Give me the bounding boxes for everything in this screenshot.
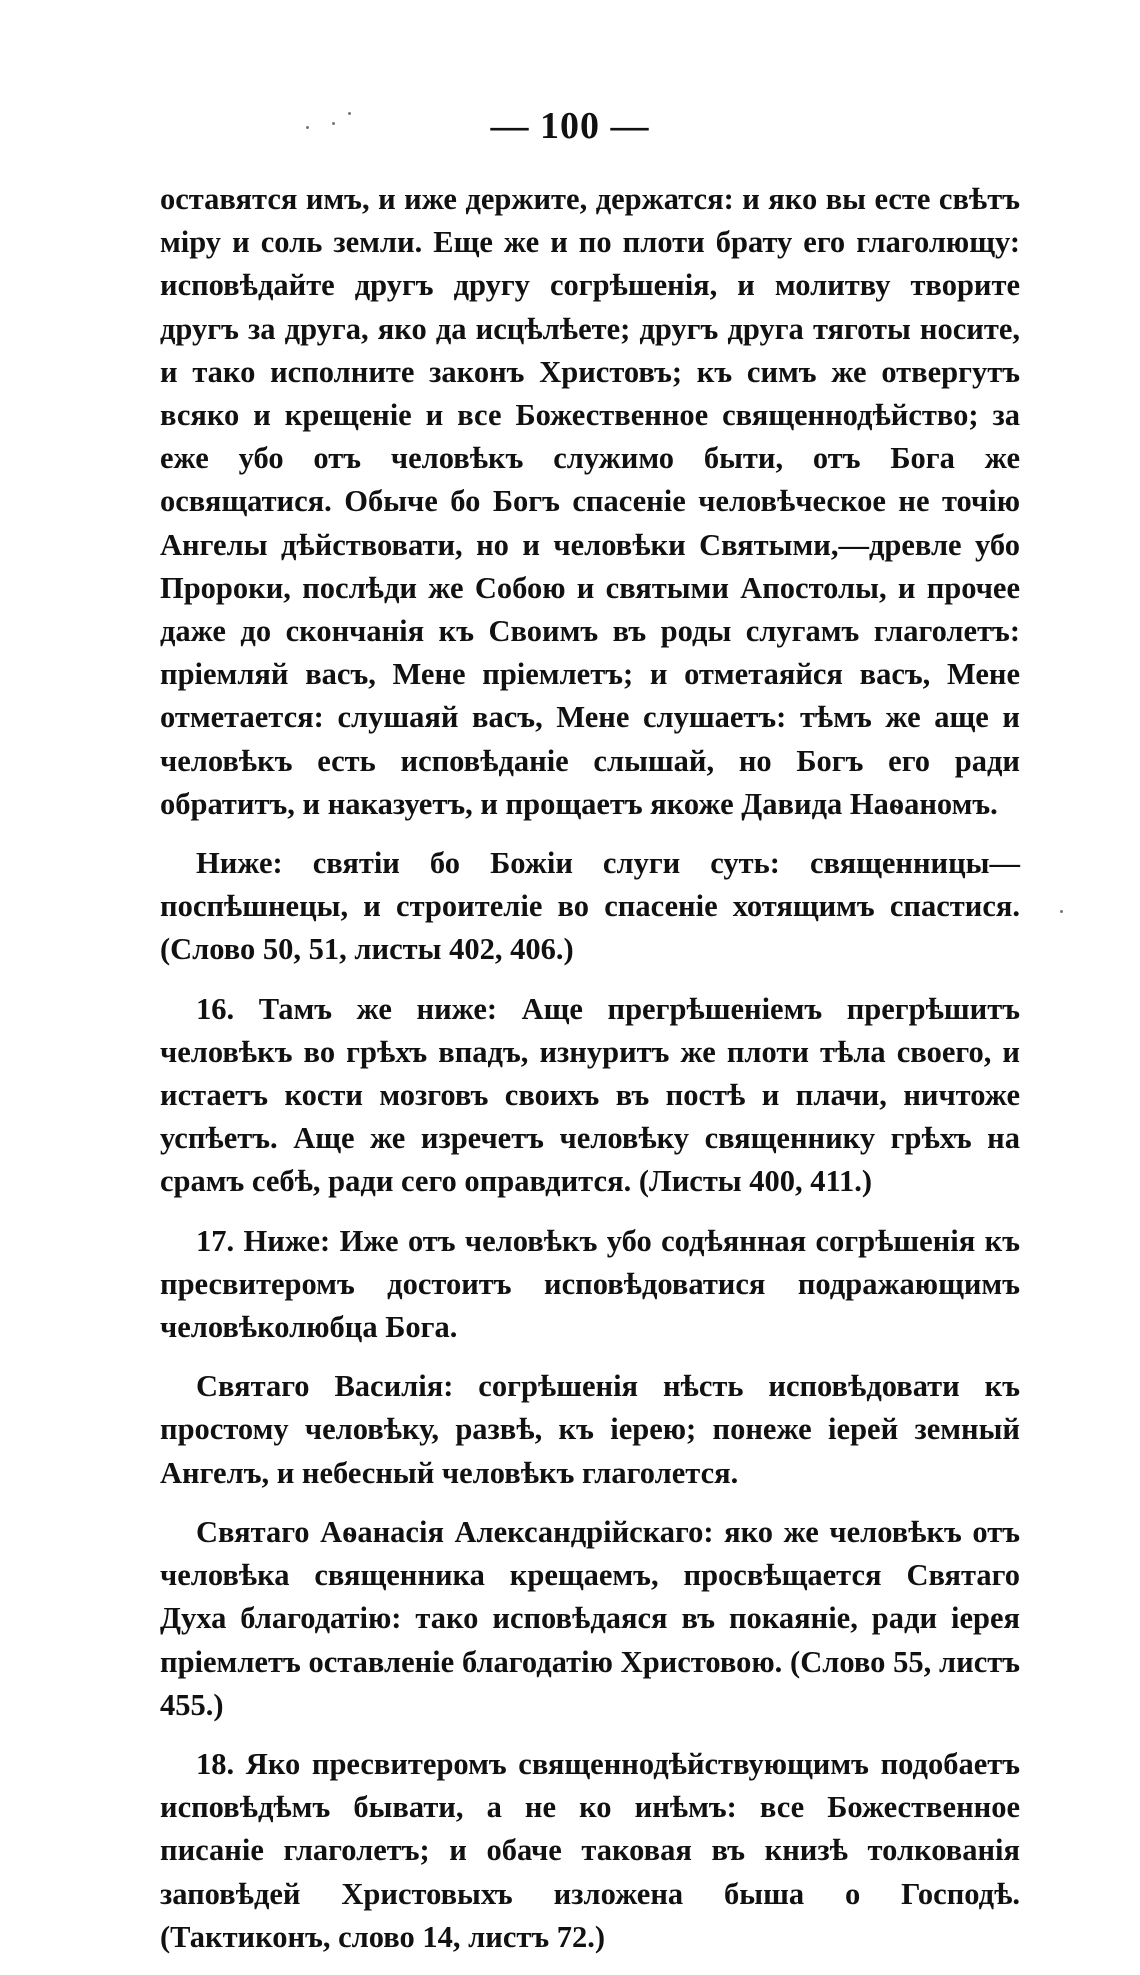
paragraph: Святаго Аѳанасія Александрійскаго: яко же человѣкъ отъ человѣка священника крещаемъ, просвѣщается Святаго Духа благодатію: тако исповѣдаяся въ покаяніе, ради іерея пріемлетъ оставленіе благодатію Христовою. (Слово 55, листъ 455.) bbox=[160, 1514, 1020, 1722]
body-text bbox=[160, 178, 1020, 1975]
paragraph: Святаго Василія: согрѣшенія нѣсть исповѣдовати къ простому человѣку, развѣ, къ іерею; понеже іерей земный Ангелъ, и небесный человѣкъ глаголется. bbox=[160, 1369, 1020, 1490]
paragraph: 17. Ниже: Иже отъ человѣкъ убо содѣянная согрѣшенія къ пресвитеромъ достоитъ исповѣдоватися подражающимъ человѣколюбца Бога. bbox=[160, 1223, 1020, 1345]
paragraph: 16. Тамъ же ниже: Аще прегрѣшеніемъ прегрѣшитъ человѣкъ во грѣхъ впадъ, изнуритъ же плоти тѣла своего, и истаетъ кости мозговъ своихъ въ постѣ и плачи, ничтоже успѣетъ. Аще же изречетъ человѣку священнику грѣхъ на срамъ себѣ, ради сего оправдится. (Листы 400, 411.) bbox=[160, 991, 1020, 1199]
paragraph: оставятся имъ, и иже держите, держатся: и яко вы есте свѣтъ міру и соль земли. Еще же и по плоти брату его глаголющу: исповѣдайте другъ другу согрѣшенія, и молитву творите другъ за друга, яко да исцѣлѣете; другъ друга тяготы носите, и тако исполните законъ Христовъ; къ симъ же отвергутъ всяко и крещеніе и все Божественное священнодѣйство; за еже убо отъ человѣкъ служимо быти, отъ Бога же освящатися. Обыче бо Богъ спасеніе человѣческое не точію Ангелы дѣйствовати, но и человѣки Святыми,—древле убо Пророки, послѣди же Собою и святыми Апостолы, и прочее даже до скончанія къ Своимъ въ роды слугамъ глаголетъ: пріемляй васъ, Мене пріемлетъ; и отметаяйся васъ, Мене отметается: слушаяй васъ, Мене слушаетъ: тѣмъ же аще и человѣкъ есть исповѣданіе слышай, но Богъ его ради обратитъ, и наказуетъ, и прощаетъ якоже Давида Наѳаномъ. bbox=[160, 182, 1020, 821]
paragraph: 18. Яко пресвитеромъ священнодѣйствующимъ подобаетъ исповѣдѣмъ бывати, а не ко инѣмъ: все Божественное писаніе глаголетъ; и обаче таковая въ книзѣ толкованія заповѣдей Христовыхъ изложена быша о Господѣ. (Тактиконъ, слово 14, листъ 72.) bbox=[160, 1746, 1020, 1954]
page-number: — 100 — bbox=[490, 105, 650, 147]
paragraph: Ниже: святіи бо Божіи слуги суть: священницы—поспѣшнецы, и строителіе во спасеніе хотящимъ спастися. (Слово 50, 51, листы 402, 406.) bbox=[160, 846, 1020, 967]
print-speck bbox=[1060, 910, 1063, 913]
